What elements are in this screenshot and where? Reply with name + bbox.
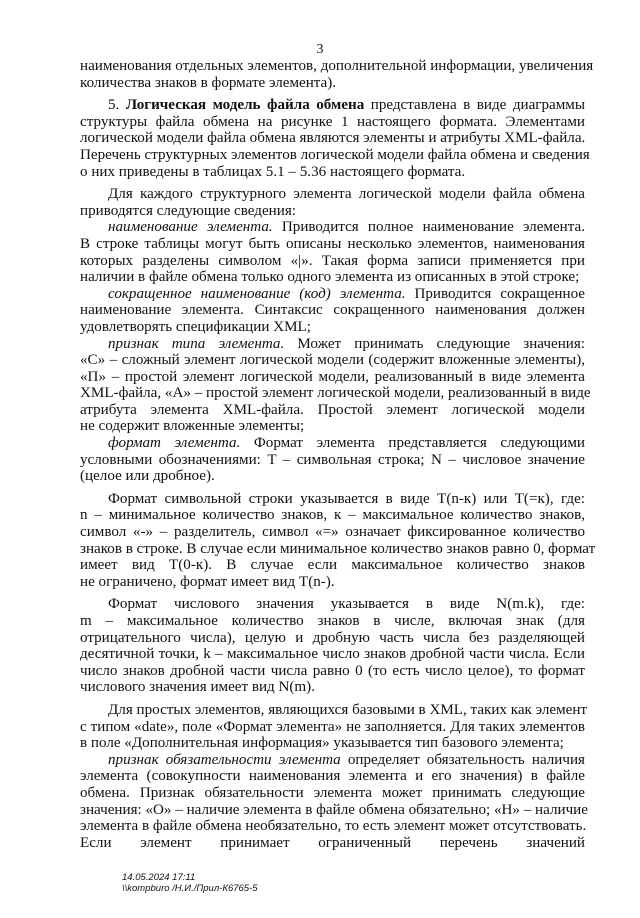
paragraph-mandatory-flag: признак обязательности элемента определяет обязательность наличия элемента (совокупности наименования элемента и его значения) в файле обмена. Признак обязательности элемента может принимать следующие значения: «О» – наличие элемента в файле обмена обязательно; «Н» – наличие элемента в файле обмена необязательно, то есть элемент может отсутствовать. Если элемент принимает ограниченный перечень значений xyxy=(80,751,588,851)
footer-timestamp: 14.05.2024 17:11 xyxy=(122,872,196,883)
term-element-type: признак типа элемента. xyxy=(108,335,285,352)
paragraph-element-code: сокращенное наименование (код) элемента. Приводится сокращенное наименование элемента. Синтаксис сокращенного наименования должен удовлетворять спецификации XML; xyxy=(80,285,585,335)
paragraph-intro-list: Для каждого структурного элемента логической модели файла обмена приводятся следующие сведения: xyxy=(80,186,585,219)
paragraph-string-format: Формат символьной строки указывается в виде T(n-к) или T(=к), где: n – минимальное количество знаков, к – максимальное количество знаков, символ «-» – разделитель, символ «=» означает фиксированное количество знаков в строке. В случае если минимальное количество знаков равно 0, формат имеет вид T(0-к). В случае если максимальное количество знаков не ограничено, формат имеет вид T(n-). xyxy=(80,490,596,590)
paragraph-continuation: наименования отдельных элементов, дополнительной информации, увеличения количества знаков в формате элемента). xyxy=(80,58,594,91)
paragraph-element-type: признак типа элемента. Может принимать следующие значения: «С» – сложный элемент логической модели (содержит вложенные элементы), «П» – простой элемент логической модели, реализованный в виде элемента XML-файла, «А» – простой элемент логической модели, реализованный в виде атрибута элемента XML-файла. Простой элемент логической модели не содержит вложенные элементы; xyxy=(80,335,591,435)
paragraph-element-format: формат элемента. Формат элемента представляется следующими условными обозначениями: T – символьная строка; N – числовое значение (целое или дробное). xyxy=(80,435,586,485)
section-heading: Логическая модель файла обмена xyxy=(125,97,365,114)
page-number: 3 xyxy=(316,42,324,57)
paragraph-element-name: наименование элемента. Приводится полное наименование элемента. В строке таблицы могут быть описаны несколько элементов, наименования которых разделены символом «|». Такая форма записи применяется при наличии в файле обмена только одного элемента из описанных в этой строке; xyxy=(80,219,585,286)
term-mandatory-flag: признак обязательности элемента xyxy=(108,751,341,768)
page-body xyxy=(80,58,596,851)
term-element-format: формат элемента. xyxy=(108,435,241,452)
paragraph-section-5: 5. Логическая модель файла обмена представлена в виде диаграммы структуры файла обмена на рисунке 1 настоящего формата. Элементами логической модели файла обмена являются элементы и атрибуты XML-файла. Перечень структурных элементов логической модели файла обмена и сведения о них приведены в таблицах 5.1 – 5.36 настоящего формата. xyxy=(80,97,590,180)
paragraph-base-types: Для простых элементов, являющихся базовыми в XML, таких как элемент с типом «date», поле «Формат элемента» не заполняется. Для таких элементов в поле «Дополнительная информация» указывается тип базового элемента; xyxy=(80,701,588,752)
term-element-name: наименование элемента. xyxy=(108,219,273,236)
print-footer xyxy=(122,872,258,894)
paragraph-number-format: Формат числового значения указывается в виде N(m.k), где: m – максимальное количество знаков в числе, включая знак (для отрицательного числа), целую и дробную часть числа без разделяющей десятичной точки, k – максимальное число знаков дробной части числа. Если число знаков дробной части числа равно 0 (то есть число целое), то формат числового значения имеет вид N(m). xyxy=(80,596,585,696)
footer-file-path: \\kompburo /Н.И./Прил-К6765-5 xyxy=(122,883,258,894)
section-number: 5. xyxy=(108,97,120,114)
term-element-code: сокращенное наименование (код) элемента. xyxy=(108,285,406,302)
